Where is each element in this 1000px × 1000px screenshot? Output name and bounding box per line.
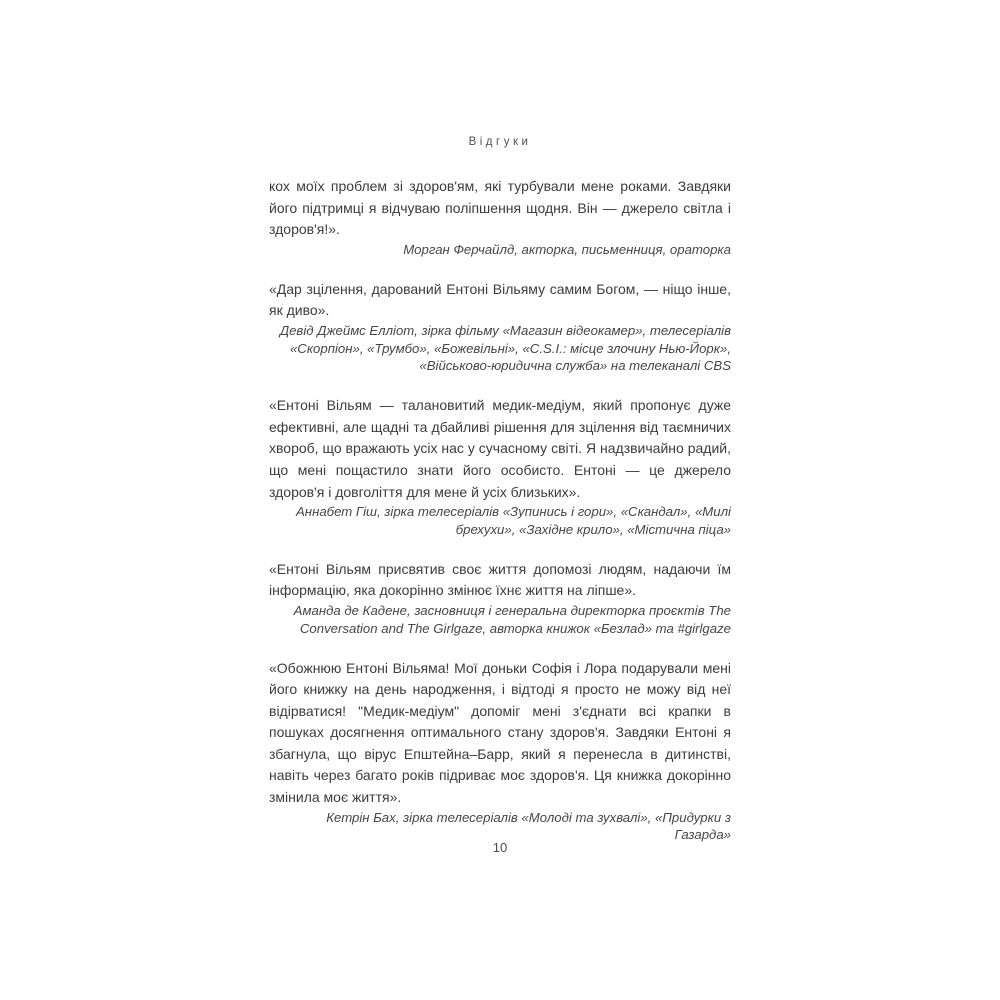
- testimonial-text: «Ентоні Вільям — талановитий медик-медіум, який пропонує дуже ефективні, але щадні та дбайливі рішення для зцілення від таємничих хвороб, що вражають усіх нас у сучасному світі. Я надзвичайно радий, що мені пощастило знати його особисто. Ентоні — це джерело здоров'я і довголіття для мене й усіх близьких».: [269, 397, 731, 500]
- testimonial-attribution: Аманда де Кадене, засновниця і генеральна директорка проєктів The Conversation and The Girlgaze, авторка книжок «Безлад» та #girlgaze: [293, 602, 731, 636]
- testimonial-text: «Дар зцілення, дарований Ентоні Вільяму самим Богом, — ніщо інше, як диво».: [269, 280, 731, 319]
- testimonial-attribution: Аннабет Гіш, зірка телесеріалів «Зупинись і гори», «Скандал», «Милі брехухи», «Західне крило», «Містична піца»: [296, 504, 731, 537]
- testimonial-block: [269, 559, 731, 638]
- testimonial-block: [269, 176, 731, 259]
- testimonial-attribution: Кетрін Бах, зірка телесеріалів «Молоді та зухвалі», «Придурки з Газарда»: [326, 809, 731, 843]
- testimonial-attribution: Морган Ферчайлд, акторка, письменниця, ораторка: [403, 241, 731, 257]
- testimonials-list: [269, 176, 731, 864]
- testimonial-attribution: Девід Джеймс Елліот, зірка фільму «Магазин відеокамер», телесеріалів «Скорпіон», «Трумбо», «Божевільні», «C.S.I.: місце злочину Нью-Йорк», «Військово-юридична служба» на телеканалі CBS: [279, 322, 731, 374]
- testimonial-block: [269, 658, 731, 845]
- testimonial-block: [269, 395, 731, 539]
- testimonial-text: «Ентоні Вільям присвятив своє життя допомозі людям, надаючи їм інформацію, яка докорінно змінює їхнє життя на ліпше».: [269, 560, 731, 599]
- testimonial-block: [269, 279, 731, 376]
- testimonial-text: кох моїх проблем зі здоров'ям, які турбували мене роками. Завдяки його підтримці я відчуваю поліпшення щодня. Він — джерело світла і здоров'я!».: [269, 178, 731, 238]
- testimonial-text: «Обожнюю Ентоні Вільяма! Мої доньки Софія і Лора подарували мені його книжку на день народження, і відтоді я просто не можу від неї відірватися! "Медик-медіум" допоміг мені з'єднати всі крапки в пошуках досягнення оптимального стану здоров'я. Завдяки Ентоні я збагнула, що вірус Епштейна–Барр, який я перенесла в дитинстві, навіть через багато років підриває моє здоров'я. Ця книжка докорінно змінила моє життя».: [269, 659, 731, 806]
- running-head: Відгуки: [468, 136, 532, 148]
- page-number: 10: [492, 840, 508, 855]
